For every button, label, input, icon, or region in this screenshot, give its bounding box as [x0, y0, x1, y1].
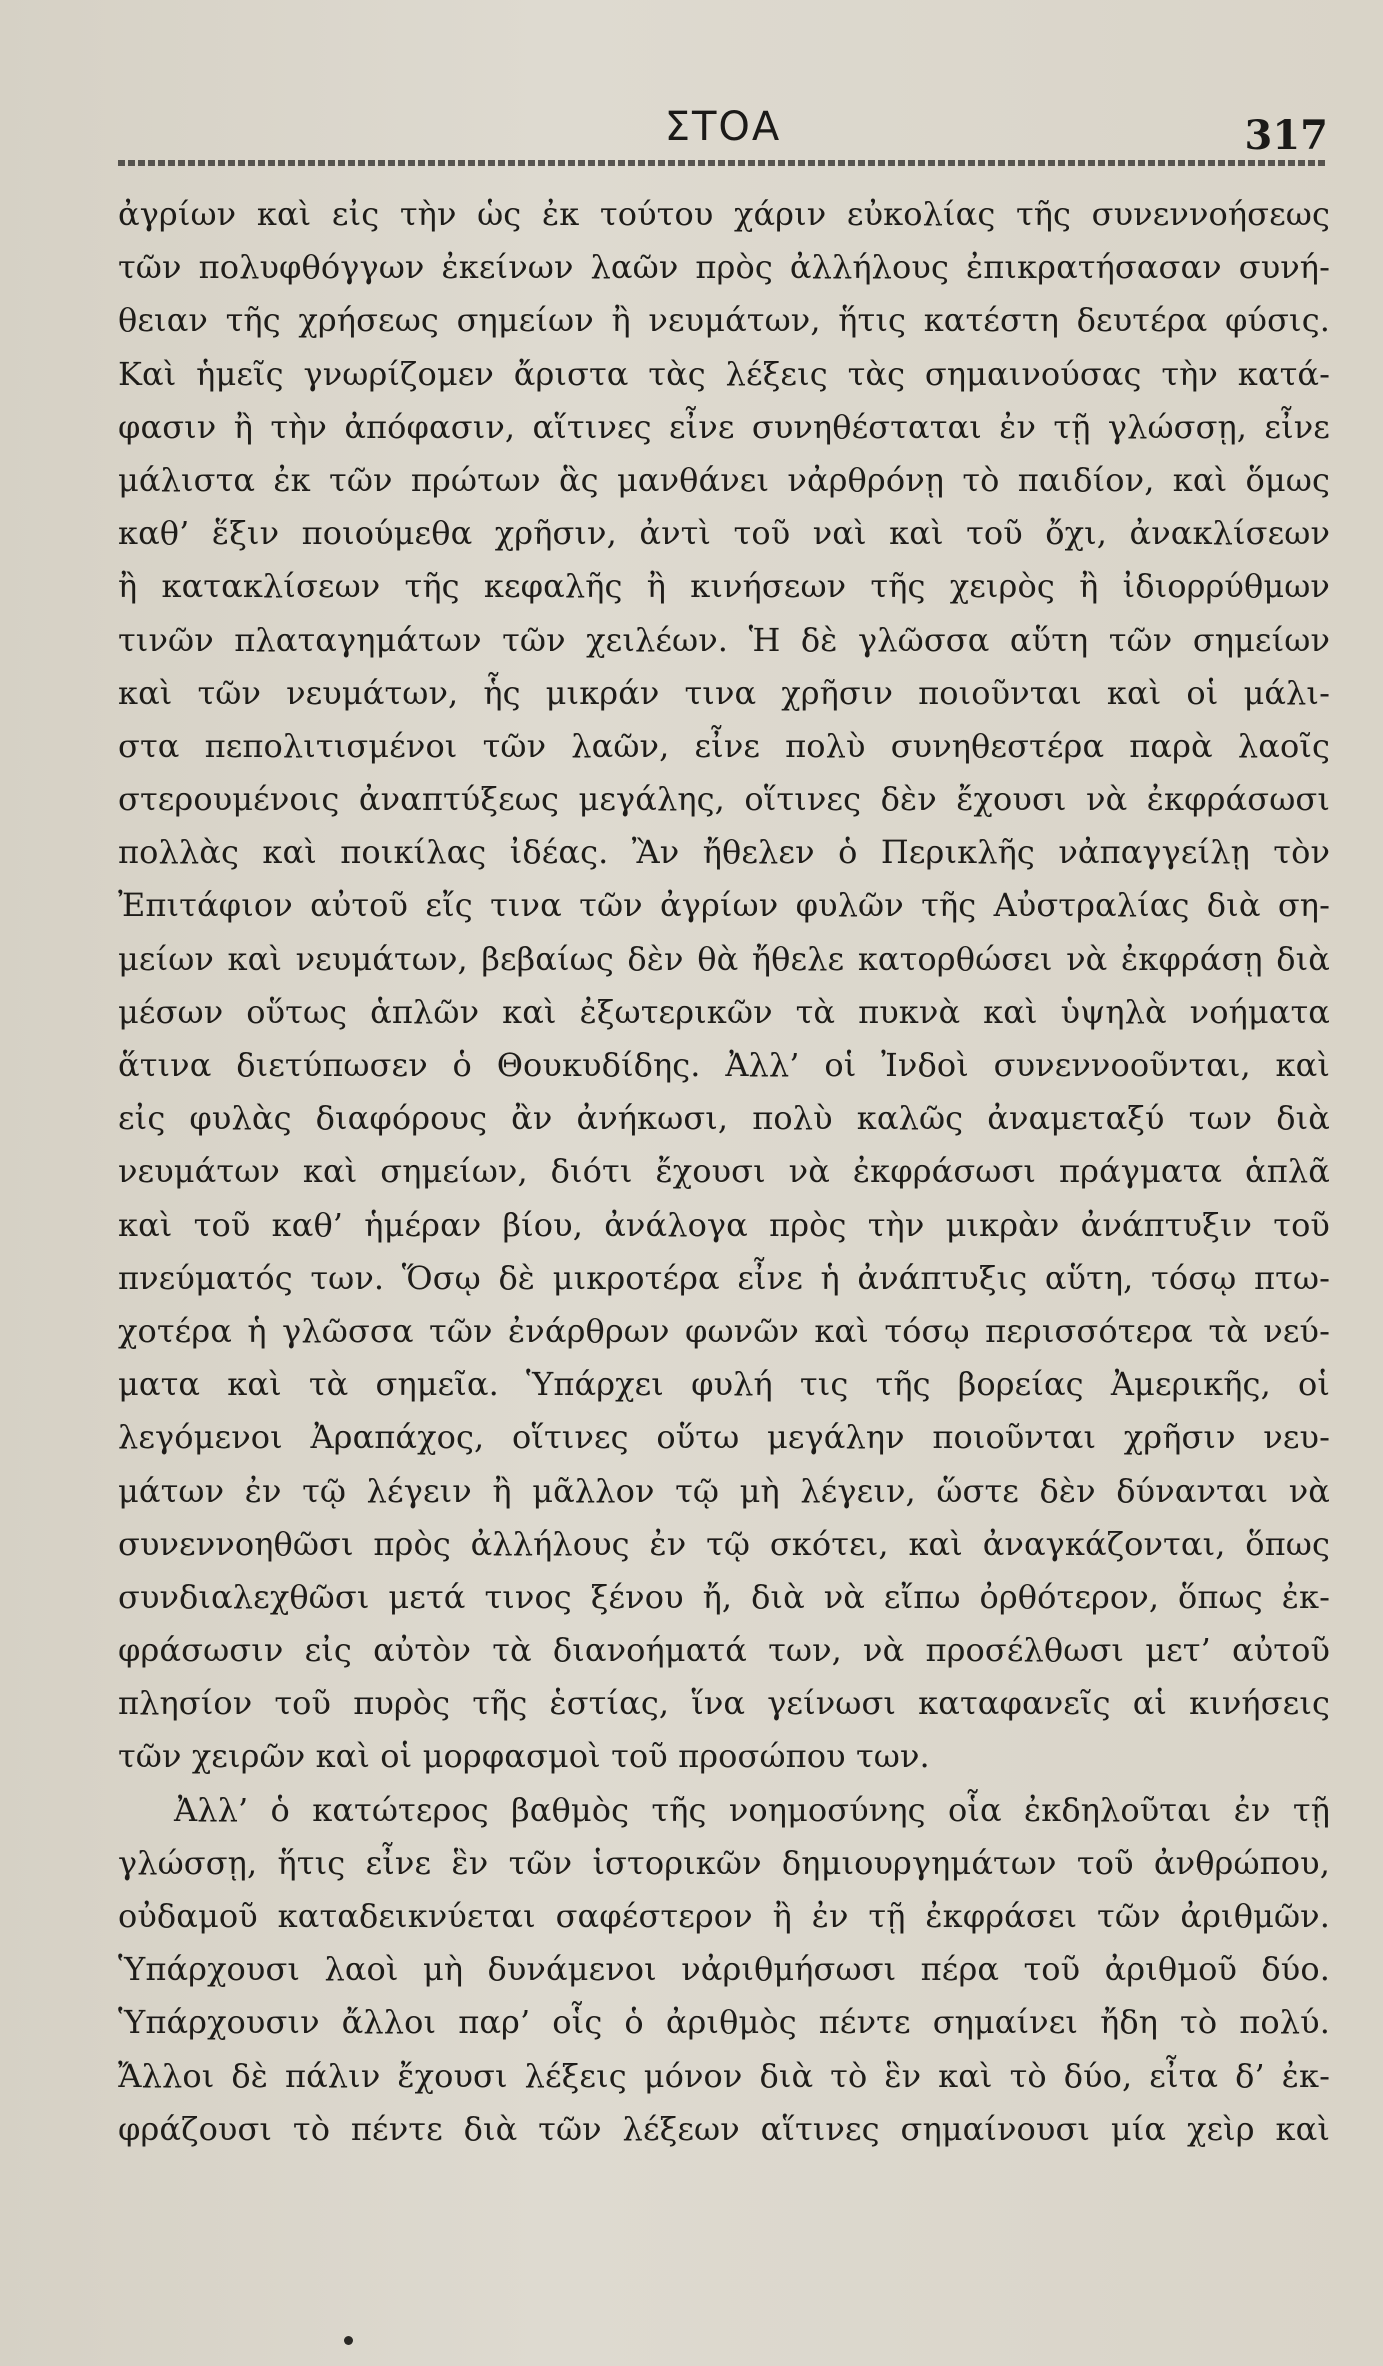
text-line: συνδιαλεχθῶσι μετά τινος ξένου ἤ, διὰ νὰ εἴπω ὀρθότερον, ὅπως ἐκ- [118, 1577, 1330, 1616]
page-number: 317 [1244, 112, 1328, 159]
text-line-paragraph-end: τῶν χειρῶν καὶ οἱ μορφασμοὶ τοῦ προσώπου των. [118, 1737, 930, 1776]
header-rule [118, 160, 1328, 166]
text-line: ἀγρίων καὶ εἰς τὴν ὡς ἐκ τούτου χάριν εὐκολίας τῆς συνεννοήσεως [118, 195, 1330, 233]
text-line: φράζουσι τὸ πέντε διὰ τῶν λέξεων αἵτινες σημαίνουσι μία χεὶρ καὶ [118, 2109, 1330, 2148]
running-title: ΣΤΟΑ [664, 104, 782, 150]
text-line: πολλὰς καὶ ποικίλας ἰδέας. Ἂν ἤθελεν ὁ Περικλῆς νἀπαγγείλῃ τὸν [118, 833, 1330, 872]
text-line: τῶν πολυφθόγγων ἐκείνων λαῶν πρὸς ἀλλήλους ἐπικρατήσασαν συνή- [118, 248, 1330, 287]
text-line: φράσωσιν εἰς αὐτὸν τὰ διανοήματά των, νὰ προσέλθωσι μετ’ αὐτοῦ [118, 1631, 1330, 1670]
text-line: θειαν τῆς χρήσεως σημείων ἢ νευμάτων, ἥτις κατέστη δευτέρα φύσις. [118, 301, 1330, 340]
text-line: καὶ τοῦ καθ’ ἡμέραν βίου, ἀνάλογα πρὸς τὴν μικρὰν ἀνάπτυξιν τοῦ [118, 1205, 1330, 1244]
text-line: Καὶ ἡμεῖς γνωρίζομεν ἄριστα τὰς λέξεις τὰς σημαινούσας τὴν κατά- [118, 354, 1330, 393]
text-line: εἰς φυλὰς διαφόρους ἂν ἀνήκωσι, πολὺ καλῶς ἀναμεταξύ των διὰ [118, 1099, 1330, 1138]
text-line: οὐδαμοῦ καταδεικνύεται σαφέστερον ἢ ἐν τῇ ἐκφράσει τῶν ἀριθμῶν. [118, 1897, 1330, 1935]
text-line: γλώσσῃ, ἥτις εἶνε ἓν τῶν ἱστορικῶν δημιουργημάτων τοῦ ἀνθρώπου, [118, 1843, 1330, 1882]
body-text [118, 188, 1330, 2156]
text-line: στερουμένοις ἀναπτύξεως μεγάλης, οἵτινες δὲν ἔχουσι νὰ ἐκφράσωσι [118, 780, 1330, 819]
text-line: Ἄλλοι δὲ πάλιν ἔχουσι λέξεις μόνον διὰ τὸ ἓν καὶ τὸ δύο, εἶτα δ’ ἐκ- [118, 2056, 1330, 2095]
text-line: συνεννοηθῶσι πρὸς ἀλλήλους ἐν τῷ σκότει, καὶ ἀναγκάζονται, ὅπως [118, 1524, 1330, 1563]
text-line: μείων καὶ νευμάτων, βεβαίως δὲν θὰ ἤθελε κατορθώσει νὰ ἐκφράσῃ διὰ [118, 939, 1330, 978]
text-line: ματα καὶ τὰ σημεῖα. Ὑπάρχει φυλή τις τῆς βορείας Ἀμερικῆς, οἱ [118, 1365, 1330, 1404]
text-line: πλησίον τοῦ πυρὸς τῆς ἑστίας, ἵνα γείνωσι καταφανεῖς αἱ κινήσεις [118, 1684, 1330, 1723]
text-line-paragraph-start: Ἀλλ’ ὁ κατώτερος βαθμὸς τῆς νοημοσύνης οἷα ἐκδηλοῦται ἐν τῇ [174, 1790, 1330, 1829]
text-line: τινῶν πλαταγημάτων τῶν χειλέων. Ἡ δὲ γλῶσσα αὕτη τῶν σημείων [118, 620, 1330, 659]
text-line: λεγόμενοι Ἀραπάχος, οἵτινες οὕτω μεγάλην ποιοῦνται χρῆσιν νευ- [118, 1418, 1330, 1457]
text-line: μέσων οὕτως ἁπλῶν καὶ ἐξωτερικῶν τὰ πυκνὰ καὶ ὑψηλὰ νοήματα [118, 992, 1330, 1031]
page-header [118, 104, 1328, 164]
text-line: καὶ τῶν νευμάτων, ἧς μικράν τινα χρῆσιν ποιοῦνται καὶ οἱ μάλι- [118, 673, 1330, 712]
text-line: πνεύματός των. Ὅσῳ δὲ μικροτέρα εἶνε ἡ ἀνάπτυξις αὕτη, τόσῳ πτω- [118, 1258, 1330, 1297]
printer-mark [344, 2336, 353, 2345]
text-line: καθ’ ἕξιν ποιούμεθα χρῆσιν, ἀντὶ τοῦ ναὶ καὶ τοῦ ὄχι, ἀνακλίσεων [118, 514, 1330, 553]
text-line: ἅτινα διετύπωσεν ὁ Θουκυδίδης. Ἀλλ’ οἱ Ἰνδοὶ συνεννοοῦνται, καὶ [118, 1046, 1330, 1084]
text-line: ἢ κατακλίσεων τῆς κεφαλῆς ἢ κινήσεων τῆς χειρὸς ἢ ἰδιορρύθμων [118, 567, 1330, 606]
text-line: Ὑπάρχουσι λαοὶ μὴ δυνάμενοι νἀριθμήσωσι πέρα τοῦ ἀριθμοῦ δύο. [118, 1950, 1330, 1989]
text-line: μάλιστα ἐκ τῶν πρώτων ἃς μανθάνει νἀρθρόνῃ τὸ παιδίον, καὶ ὅμως [118, 460, 1330, 499]
text-line: Ὑπάρχουσιν ἄλλοι παρ’ οἷς ὁ ἀριθμὸς πέντε σημαίνει ἤδη τὸ πολύ. [118, 2003, 1330, 2042]
text-line: φασιν ἢ τὴν ἀπόφασιν, αἵτινες εἶνε συνηθέσταται ἐν τῇ γλώσσῃ, εἶνε [118, 407, 1330, 446]
text-line: χοτέρα ἡ γλῶσσα τῶν ἐνάρθρων φωνῶν καὶ τόσῳ περισσότερα τὰ νεύ- [118, 1311, 1330, 1350]
text-line: νευμάτων καὶ σημείων, διότι ἔχουσι νὰ ἐκφράσωσι πράγματα ἁπλᾶ [118, 1152, 1330, 1191]
text-line: Ἐπιτάφιον αὐτοῦ εἴς τινα τῶν ἀγρίων φυλῶν τῆς Αὐστραλίας διὰ ση- [118, 886, 1330, 925]
text-line: μάτων ἐν τῷ λέγειν ἢ μᾶλλον τῷ μὴ λέγειν, ὥστε δὲν δύνανται νὰ [118, 1471, 1330, 1510]
text-line: στα πεπολιτισμένοι τῶν λαῶν, εἶνε πολὺ συνηθεστέρα παρὰ λαοῖς [118, 726, 1330, 765]
